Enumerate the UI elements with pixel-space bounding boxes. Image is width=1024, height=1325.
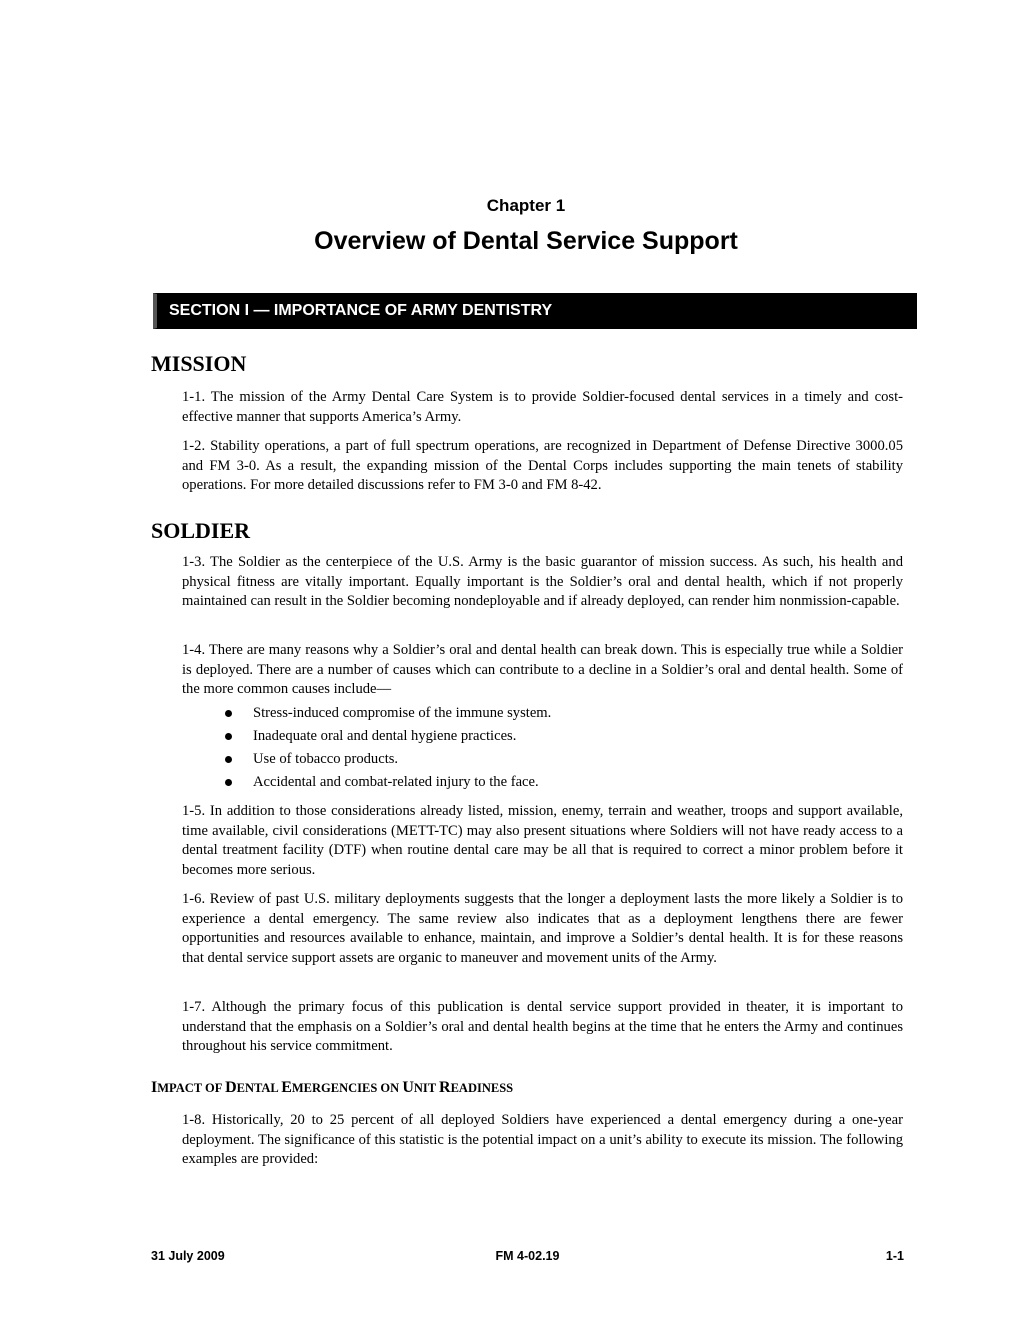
paragraph-1-5: 1-5. In addition to those considerations already listed, mission, enemy, terrain and weather, troops and support available, time available, civil considerations (METT-TC) may also present situations where Soldiers will not have ready access to a dental treatment facility (DTF) when routine dental care may be all that is required to correct a minor problem before it becomes more serious.	[182, 803, 903, 878]
heading-mission: MISSION	[151, 351, 247, 376]
cause-text: Use of tobacco products.	[253, 751, 399, 767]
list-item	[222, 702, 902, 725]
paragraph-1-1: 1-1. The mission of the Army Dental Care System is to provide Soldier-focused dental services in a timely and cost-effective manner that supports America’s Army.	[182, 389, 903, 425]
subheading-cap: R	[439, 1079, 451, 1096]
list-item	[222, 771, 902, 794]
footer-doc-id: FM 4-02.19	[495, 1249, 560, 1263]
list-item	[222, 748, 902, 771]
subheading-impact	[151, 1079, 513, 1097]
footer-date: 31 July 2009	[151, 1249, 225, 1263]
subheading-rest: ENTAL	[236, 1081, 282, 1095]
bullet-dot-icon	[225, 733, 232, 740]
subheading-cap: E	[281, 1079, 292, 1096]
chapter-title: Overview of Dental Service Support	[314, 227, 738, 255]
heading-soldier: SOLDIER	[151, 518, 251, 543]
paragraph-1-2: 1-2. Stability operations, a part of full spectrum operations, are recognized in Department of Defense Directive 3000.05 and FM 3-0. As a result, the expanding mission of the Dental Corps includes supporting the main tenets of stability operations. For more detailed discussions refer to FM 3-0 and FM 8-42.	[182, 438, 903, 493]
subheading-cap: I	[151, 1079, 158, 1096]
paragraph-1-3: 1-3. The Soldier as the centerpiece of the U.S. Army is the basic guarantor of mission success. As such, his health and physical fitness are vitally important. Equally important is the Soldier’s oral and dental health, which if not properly maintained can result in the Soldier becoming nondeployable and if already deployed, can render him nonmission-capable.	[182, 554, 903, 609]
paragraph-1-6: 1-6. Review of past U.S. military deployments suggests that the longer a deployment lasts the more likely a Soldier is to experience a dental emergency. The same review also indicates that as a deployment lengthens there are fewer opportunities and resources available to enhance, maintain, and improve a Soldier’s dental health. It is for these reasons that dental service support assets are organic to maneuver and movement units of the Army.	[182, 891, 903, 966]
subheading-cap: U	[402, 1079, 414, 1096]
subheading-rest: NIT	[413, 1081, 440, 1095]
cause-text: Stress-induced compromise of the immune system.	[253, 705, 552, 721]
cause-text: Inadequate oral and dental hygiene practices.	[253, 728, 517, 744]
subheading-rest: MPACT OF	[157, 1081, 226, 1095]
paragraph-1-8: 1-8. Historically, 20 to 25 percent of all deployed Soldiers have experienced a dental emergency during a one-year deployment. The significance of this statistic is the potential impact on a unit’s ability to execute its mission. The following examples are provided:	[182, 1112, 903, 1167]
cause-text: Accidental and combat-related injury to the face.	[253, 774, 539, 790]
bullet-dot-icon	[225, 756, 232, 763]
subheading-rest: EADINESS	[450, 1081, 514, 1095]
bullet-dot-icon	[225, 779, 232, 786]
causes-list	[222, 702, 902, 794]
subheading-cap: D	[225, 1079, 237, 1096]
chapter-label: Chapter 1	[486, 196, 566, 215]
subheading-rest: MERGENCIES ON	[291, 1081, 403, 1095]
paragraph-1-7: 1-7. Although the primary focus of this publication is dental service support provided in theater, it is important to understand that the emphasis on a Soldier’s oral and dental health begins at the time that he enters the Army and continues throughout his service commitment.	[182, 999, 903, 1054]
footer-page-number: 1-1	[885, 1249, 904, 1263]
list-item	[222, 725, 902, 748]
section-banner: SECTION I — IMPORTANCE OF ARMY DENTISTRY	[153, 293, 917, 329]
bullet-dot-icon	[225, 710, 232, 717]
paragraph-1-4: 1-4. There are many reasons why a Soldier’s oral and dental health can break down. This is especially true while a Soldier is deployed. There are a number of causes which can contribute to a decline in a Soldier’s oral and dental health. Some of the more common causes include—	[182, 642, 903, 697]
